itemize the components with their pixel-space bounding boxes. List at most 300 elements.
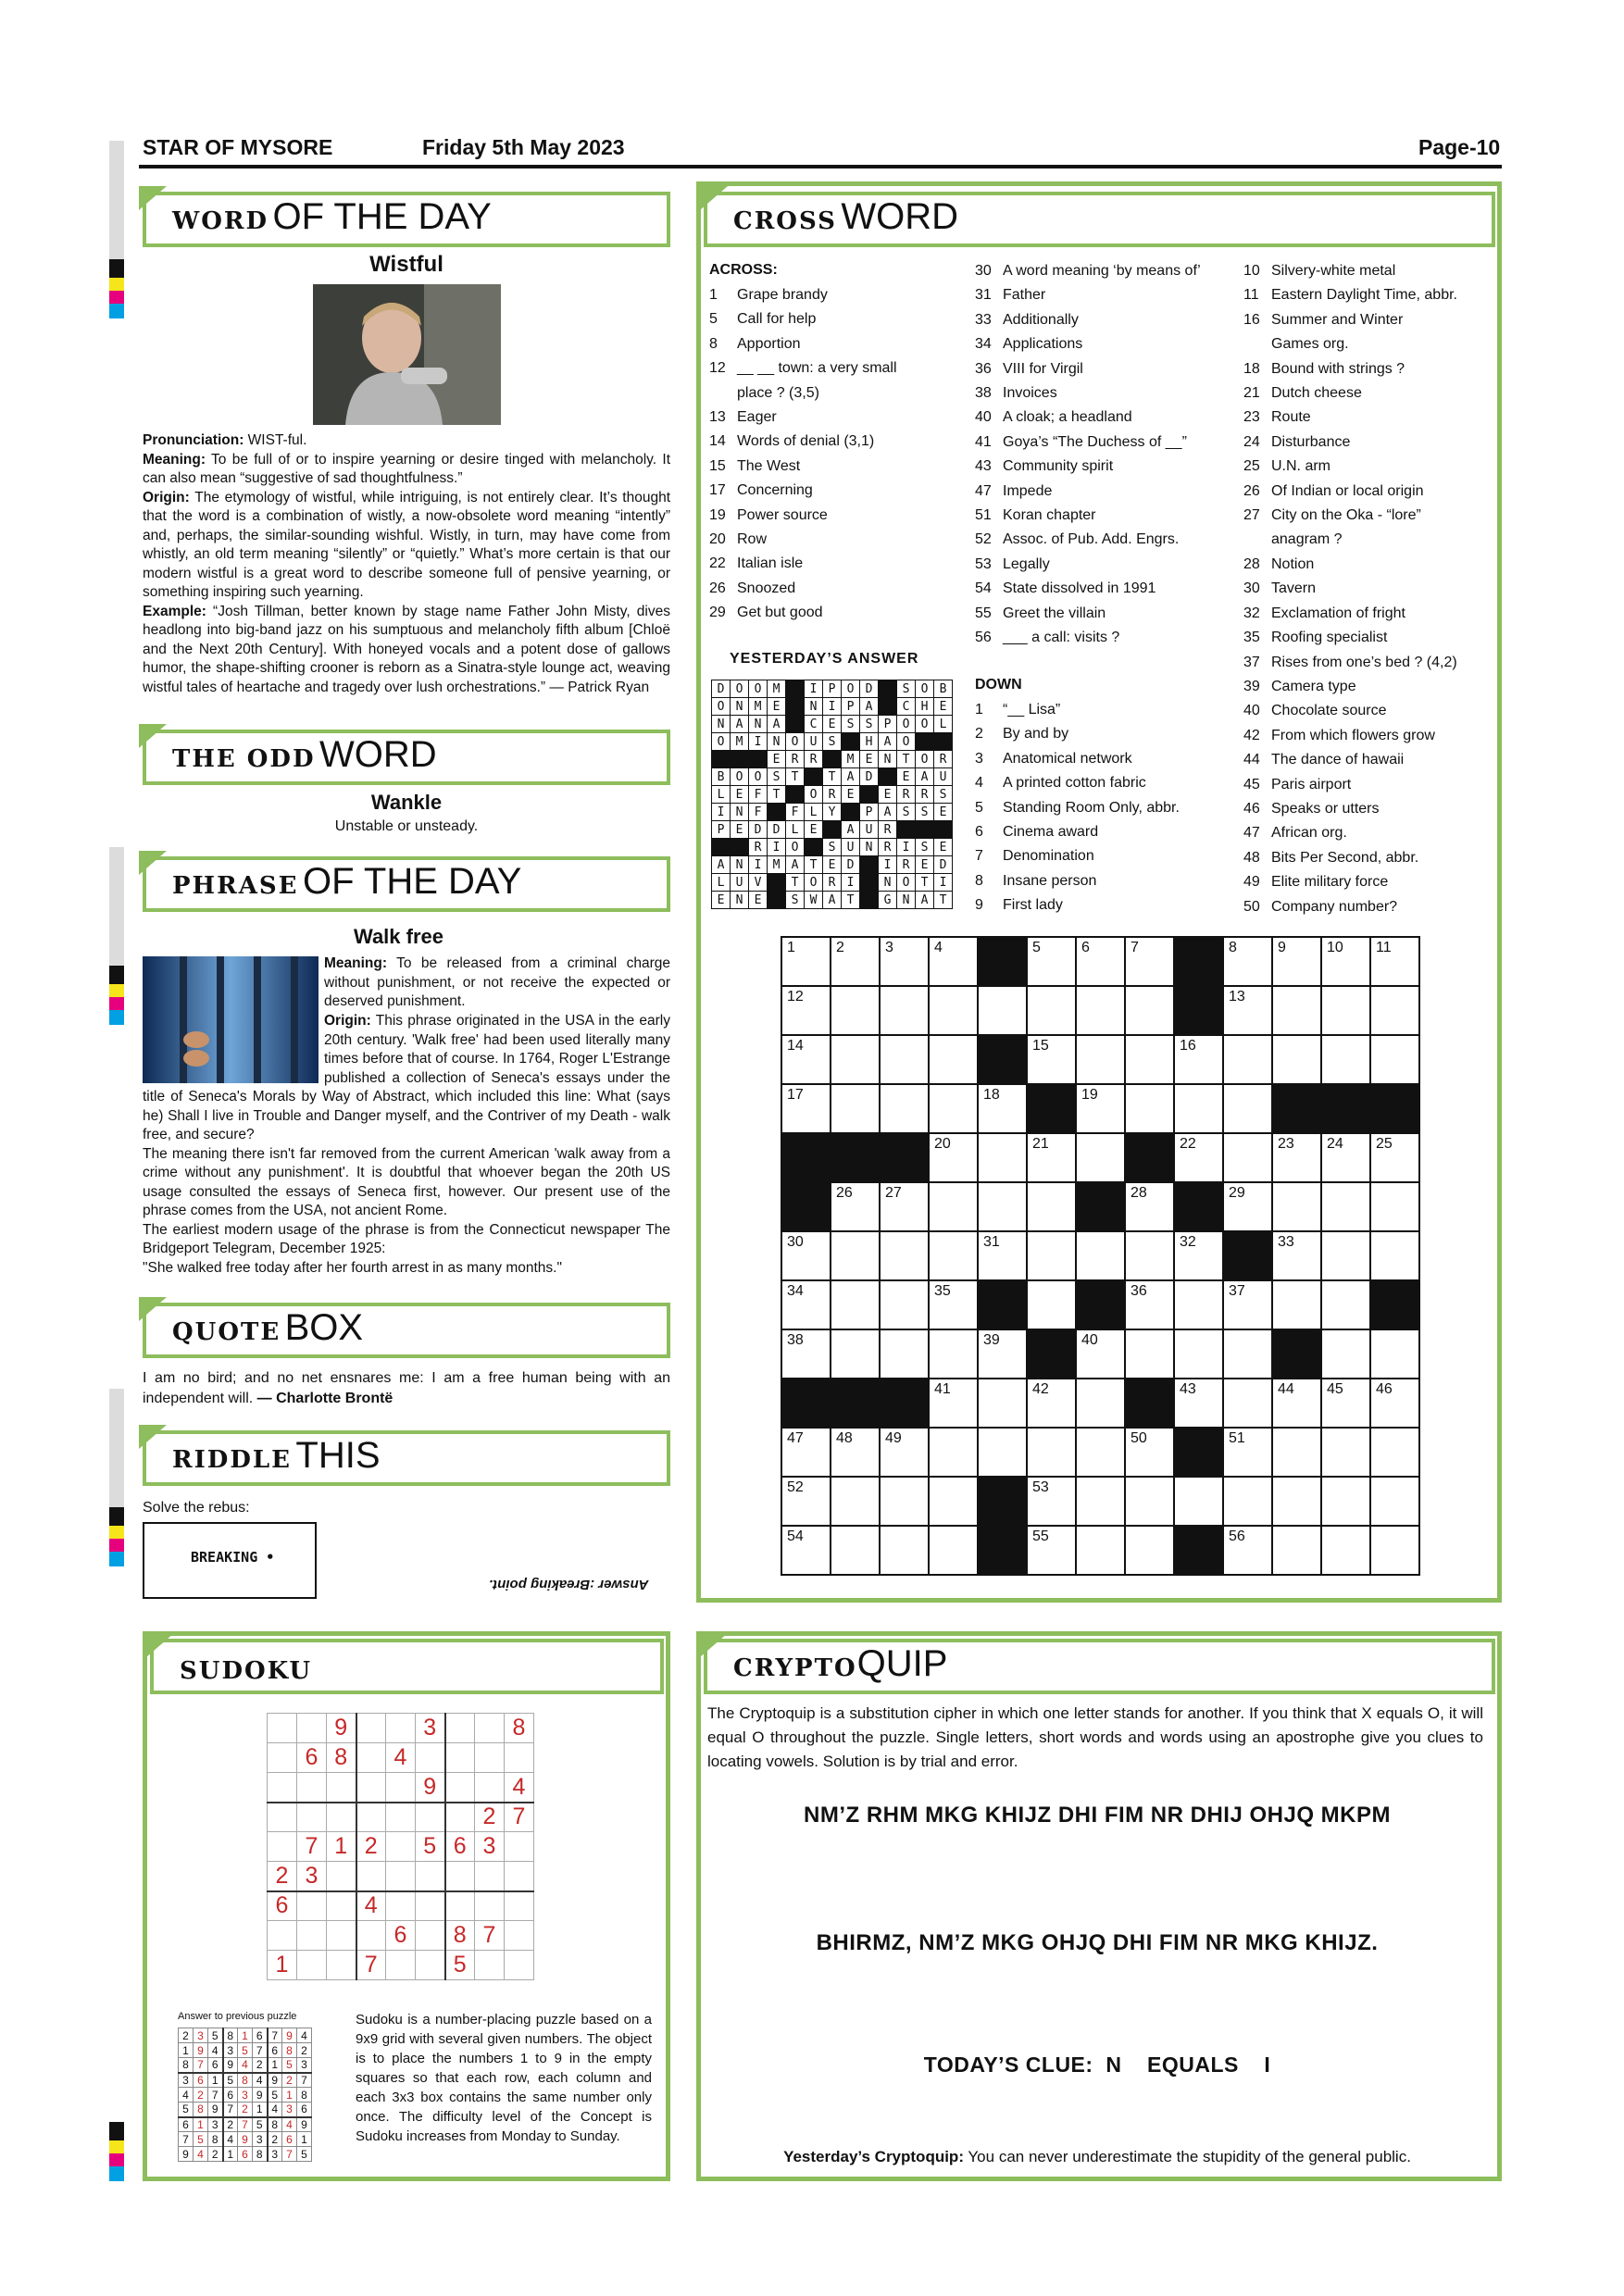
crossword-cell[interactable] xyxy=(831,1084,880,1133)
sudoku-cell[interactable] xyxy=(505,1743,534,1773)
sudoku-cell[interactable] xyxy=(416,1803,445,1832)
black-square xyxy=(860,874,879,892)
crossword-cell[interactable]: 10 xyxy=(1321,937,1370,986)
answer-letter: A xyxy=(842,821,860,839)
crossword-cell[interactable]: 48 xyxy=(831,1428,880,1477)
sudoku-cell[interactable] xyxy=(475,1891,505,1921)
crossword-cell[interactable]: 13 xyxy=(1223,986,1272,1035)
answer-letter: A xyxy=(879,804,897,821)
crossword-cell[interactable] xyxy=(1370,1526,1419,1575)
crossword-cell[interactable]: 49 xyxy=(880,1428,929,1477)
answer-letter: A xyxy=(842,768,860,786)
crossword-cell[interactable] xyxy=(1272,1182,1321,1231)
black-square xyxy=(786,698,805,716)
crossword-cell[interactable] xyxy=(929,1182,978,1231)
crossword-cell[interactable] xyxy=(1321,986,1370,1035)
clue-item xyxy=(1243,626,1457,650)
crossword-cell[interactable] xyxy=(1370,1231,1419,1280)
crossword-cell[interactable]: 43 xyxy=(1174,1379,1223,1428)
crossword-cell[interactable] xyxy=(831,1280,880,1329)
sudoku-cell: 2 xyxy=(253,2058,268,2073)
clue-number: 31 xyxy=(975,287,992,304)
crossword-cell[interactable] xyxy=(929,1428,978,1477)
sudoku-cell[interactable] xyxy=(445,1862,475,1891)
sudoku-cell[interactable] xyxy=(297,1951,327,1980)
crossword-cell[interactable] xyxy=(1125,1035,1174,1084)
crossword-cell[interactable]: 54 xyxy=(781,1526,831,1575)
crossword-cell[interactable]: 25 xyxy=(1370,1133,1419,1182)
sudoku-cell: 3 xyxy=(238,2088,253,2103)
crossword-cell[interactable] xyxy=(1076,1133,1125,1182)
sudoku-cell[interactable] xyxy=(327,1773,356,1803)
crossword-cell[interactable] xyxy=(831,986,880,1035)
crossword-cell[interactable] xyxy=(1223,1133,1272,1182)
sudoku-cell: 5 xyxy=(297,2147,312,2162)
sudoku-cell[interactable] xyxy=(327,1803,356,1832)
sudoku-cell: 5 xyxy=(445,1951,475,1980)
crossword-cell[interactable] xyxy=(929,1526,978,1575)
crossword-cell[interactable] xyxy=(1125,986,1174,1035)
sudoku-cell[interactable] xyxy=(268,1714,297,1743)
sudoku-cell[interactable] xyxy=(416,1891,445,1921)
crossword-cell[interactable] xyxy=(1223,1329,1272,1379)
crossword-cell[interactable]: 17 xyxy=(781,1084,831,1133)
answer-letter: O xyxy=(897,874,916,892)
crossword-cell[interactable] xyxy=(1223,1477,1272,1526)
crossword-cell[interactable]: 55 xyxy=(1027,1526,1076,1575)
crossword-cell[interactable] xyxy=(1027,1182,1076,1231)
crossword-cell[interactable] xyxy=(978,1428,1027,1477)
crossword-cell[interactable] xyxy=(831,1526,880,1575)
crossword-cell[interactable]: 4 xyxy=(929,937,978,986)
sudoku-cell[interactable] xyxy=(505,1832,534,1862)
clue-text: Father xyxy=(1003,287,1046,304)
answer-letter: L xyxy=(712,786,731,804)
crossword-cell[interactable] xyxy=(1125,1477,1174,1526)
crossword-cell[interactable] xyxy=(880,1526,929,1575)
sudoku-cell[interactable] xyxy=(356,1921,386,1951)
crossword-cell[interactable] xyxy=(1027,1280,1076,1329)
sudoku-cell[interactable] xyxy=(445,1773,475,1803)
crossword-cell[interactable] xyxy=(880,986,929,1035)
crossword-cell[interactable] xyxy=(880,1231,929,1280)
sudoku-cell[interactable] xyxy=(445,1743,475,1773)
crossword-cell[interactable]: 36 xyxy=(1125,1280,1174,1329)
clue-number: 37 xyxy=(1243,654,1260,670)
clue-number: 55 xyxy=(975,605,992,621)
crossword-cell[interactable]: 45 xyxy=(1321,1379,1370,1428)
crossword-cell[interactable] xyxy=(1223,1084,1272,1133)
phrase-meaning-label: Meaning: xyxy=(324,955,388,971)
sudoku-cell[interactable] xyxy=(327,1951,356,1980)
crossword-cell[interactable]: 19 xyxy=(1076,1084,1125,1133)
sudoku-cell[interactable] xyxy=(268,1743,297,1773)
crossword-cell[interactable]: 14 xyxy=(781,1035,831,1084)
sudoku-cell: 4 xyxy=(505,1773,534,1803)
clue-number: 45 xyxy=(1243,776,1260,792)
title-big: OF THE DAY xyxy=(272,196,492,237)
crossword-cell[interactable] xyxy=(1272,986,1321,1035)
sudoku-cell[interactable] xyxy=(445,1891,475,1921)
black-square xyxy=(1027,1084,1076,1133)
sudoku-cell[interactable] xyxy=(475,1743,505,1773)
crossword-cell[interactable]: 15 xyxy=(1027,1035,1076,1084)
answer-letter: L xyxy=(934,716,953,733)
crossword-cell[interactable] xyxy=(1174,1329,1223,1379)
crossword-cell[interactable]: 50 xyxy=(1125,1428,1174,1477)
phrase-paragraph: The earliest modern usage of the phrase is from the Connecticut newspaper The Bridgeport Telegram, December 1925: xyxy=(143,1221,670,1256)
sudoku-cell[interactable] xyxy=(386,1803,416,1832)
black-square xyxy=(1174,1526,1223,1575)
sudoku-cell[interactable] xyxy=(445,1803,475,1832)
sudoku-cell[interactable] xyxy=(356,1803,386,1832)
sudoku-cell: 5 xyxy=(208,2028,223,2043)
crossword-cell[interactable]: 41 xyxy=(929,1379,978,1428)
sudoku-cell: 4 xyxy=(253,2073,268,2088)
crossword-cell[interactable]: 56 xyxy=(1223,1526,1272,1575)
crossword-cell[interactable] xyxy=(1370,986,1419,1035)
black-square xyxy=(897,821,916,839)
crossword-cell[interactable] xyxy=(1223,1035,1272,1084)
yesterday-crossword-grid xyxy=(711,680,953,909)
sudoku-cell[interactable] xyxy=(505,1862,534,1891)
riddle-title-box xyxy=(143,1430,670,1486)
crossword-cell[interactable] xyxy=(1076,1477,1125,1526)
crossword-cell[interactable] xyxy=(1076,1526,1125,1575)
crossword-cell[interactable] xyxy=(1321,1280,1370,1329)
crossword-cell[interactable] xyxy=(880,1035,929,1084)
answer-letter: O xyxy=(916,751,934,768)
crossword-cell[interactable] xyxy=(1321,1428,1370,1477)
crossword-cell[interactable] xyxy=(929,1329,978,1379)
crossword-cell[interactable]: 35 xyxy=(929,1280,978,1329)
clue-text: Snoozed xyxy=(737,580,796,596)
sudoku-cell[interactable] xyxy=(386,1714,416,1743)
crossword-cell[interactable] xyxy=(1125,1231,1174,1280)
crossword-cell[interactable] xyxy=(1370,1182,1419,1231)
black-square xyxy=(978,1035,1027,1084)
crossword-cell[interactable] xyxy=(978,1133,1027,1182)
answer-letter: N xyxy=(897,892,916,909)
clue-number: 11 xyxy=(1243,287,1259,304)
answer-letter: G xyxy=(879,892,897,909)
crossword-cell[interactable] xyxy=(880,1280,929,1329)
sudoku-cell[interactable] xyxy=(475,1773,505,1803)
sudoku-cell[interactable] xyxy=(416,1921,445,1951)
black-square xyxy=(879,768,897,786)
title-big: WORD xyxy=(319,734,437,775)
crossword-cell[interactable] xyxy=(1321,1182,1370,1231)
sudoku-cell[interactable] xyxy=(356,1743,386,1773)
sudoku-cell[interactable] xyxy=(505,1891,534,1921)
sudoku-cell[interactable] xyxy=(505,1951,534,1980)
clue-number: 3 xyxy=(975,750,983,767)
pron-label: Pronunciation: xyxy=(143,432,244,448)
crossword-cell[interactable] xyxy=(1370,1477,1419,1526)
black-square xyxy=(786,786,805,804)
answer-letter: E xyxy=(823,856,842,874)
sudoku-cell: 7 xyxy=(268,2028,282,2043)
answer-letter: T xyxy=(786,874,805,892)
crossword-cell[interactable] xyxy=(1076,986,1125,1035)
sudoku-cell: 4 xyxy=(194,2147,208,2162)
sudoku-cell[interactable] xyxy=(416,1862,445,1891)
crossword-cell[interactable]: 46 xyxy=(1370,1379,1419,1428)
sudoku-cell[interactable] xyxy=(268,1921,297,1951)
black-square xyxy=(1076,1182,1125,1231)
crossword-cell[interactable] xyxy=(1272,1280,1321,1329)
crossword-cell[interactable] xyxy=(831,1035,880,1084)
crossword-cell[interactable]: 53 xyxy=(1027,1477,1076,1526)
crossword-cell[interactable] xyxy=(831,1231,880,1280)
color-mark xyxy=(109,2122,124,2140)
answer-letter: I xyxy=(879,856,897,874)
crossword-cell[interactable]: 39 xyxy=(978,1329,1027,1379)
sudoku-cell: 9 xyxy=(223,2058,238,2073)
answer-letter: L xyxy=(712,874,731,892)
crossword-cell[interactable] xyxy=(1272,1428,1321,1477)
crossword-cell[interactable]: 9 xyxy=(1272,937,1321,986)
answer-letter: E xyxy=(879,786,897,804)
crossword-cell[interactable] xyxy=(1174,1477,1223,1526)
crossword-cell[interactable] xyxy=(1223,1379,1272,1428)
crossword-cell[interactable] xyxy=(880,1329,929,1379)
sudoku-cell[interactable] xyxy=(386,1862,416,1891)
black-square xyxy=(805,768,823,786)
clue-item xyxy=(975,820,1180,844)
crossword-cell[interactable] xyxy=(929,1084,978,1133)
crossword-cell[interactable] xyxy=(1272,1526,1321,1575)
crossword-cell[interactable]: 24 xyxy=(1321,1133,1370,1182)
answer-letter: E xyxy=(897,768,916,786)
sudoku-cell: 2 xyxy=(475,1803,505,1832)
crossword-cell[interactable] xyxy=(929,1231,978,1280)
crossword-cell[interactable] xyxy=(978,986,1027,1035)
clue-text: Applications xyxy=(1003,336,1083,353)
answer-letter: H xyxy=(860,733,879,751)
clue-number: 13 xyxy=(709,409,726,426)
crossword-cell[interactable] xyxy=(1076,1035,1125,1084)
crossword-cell[interactable] xyxy=(1370,1035,1419,1084)
answer-letter: W xyxy=(805,892,823,909)
answer-letter: T xyxy=(805,856,823,874)
crossword-cell[interactable] xyxy=(1321,1477,1370,1526)
crossword-cell[interactable]: 16 xyxy=(1174,1035,1223,1084)
answer-letter: U xyxy=(805,733,823,751)
crossword-cell[interactable]: 42 xyxy=(1027,1379,1076,1428)
crossword-cell[interactable]: 1 xyxy=(781,937,831,986)
sudoku-cell[interactable] xyxy=(268,1803,297,1832)
sudoku-cell[interactable] xyxy=(268,1832,297,1862)
sudoku-cell[interactable] xyxy=(505,1921,534,1951)
sudoku-cell[interactable] xyxy=(386,1951,416,1980)
crossword-cell[interactable] xyxy=(880,1477,929,1526)
crossword-cell[interactable]: 38 xyxy=(781,1329,831,1379)
crossword-cell[interactable]: 6 xyxy=(1076,937,1125,986)
sudoku-cell: 1 xyxy=(253,2103,268,2117)
clue-item xyxy=(975,796,1180,820)
sudoku-cell: 5 xyxy=(223,2073,238,2088)
crossword-cell[interactable]: 32 xyxy=(1174,1231,1223,1280)
sudoku-cell[interactable] xyxy=(386,1832,416,1862)
crossword-cell[interactable] xyxy=(1027,1428,1076,1477)
sudoku-cell[interactable] xyxy=(297,1803,327,1832)
clue-text: Notion xyxy=(1271,555,1315,572)
black-square xyxy=(831,1379,880,1428)
sudoku-cell[interactable] xyxy=(475,1714,505,1743)
answer-letter: U xyxy=(934,768,953,786)
phrase-meaning-text: To be released from a criminal charge without punishment, or not receive the expected or deserved punishment. xyxy=(324,955,670,1009)
crossword-cell[interactable]: 22 xyxy=(1174,1133,1223,1182)
black-square xyxy=(879,698,897,716)
crossword-cell[interactable] xyxy=(880,1084,929,1133)
crossword-cell[interactable]: 33 xyxy=(1272,1231,1321,1280)
crossword-cell[interactable] xyxy=(1321,1329,1370,1379)
answer-letter: I xyxy=(897,839,916,856)
sudoku-cell[interactable] xyxy=(327,1921,356,1951)
sudoku-cell[interactable] xyxy=(297,1921,327,1951)
sudoku-cell[interactable] xyxy=(297,1773,327,1803)
crossword-cell[interactable]: 52 xyxy=(781,1477,831,1526)
crossword-cell[interactable] xyxy=(1321,1035,1370,1084)
sudoku-cell[interactable] xyxy=(475,1951,505,1980)
crossword-cell[interactable] xyxy=(1272,1035,1321,1084)
sudoku-cell: 9 xyxy=(268,2073,282,2088)
crossword-cell[interactable] xyxy=(1076,1231,1125,1280)
crossword-cell[interactable]: 30 xyxy=(781,1231,831,1280)
answer-letter: S xyxy=(897,680,916,698)
sudoku-cell: 9 xyxy=(253,2088,268,2103)
sudoku-cell[interactable] xyxy=(356,1862,386,1891)
title-big: OF THE DAY xyxy=(302,861,522,902)
sudoku-cell[interactable] xyxy=(416,1951,445,1980)
crossword-cell[interactable]: 21 xyxy=(1027,1133,1076,1182)
clue-text: Impede xyxy=(1003,482,1053,499)
crossword-cell[interactable] xyxy=(929,1035,978,1084)
crossword-cell[interactable] xyxy=(1174,1084,1223,1133)
color-mark xyxy=(109,966,124,984)
sudoku-cell: 3 xyxy=(223,2043,238,2058)
sudoku-cell[interactable] xyxy=(356,1773,386,1803)
answer-letter: S xyxy=(768,768,786,786)
sudoku-cell[interactable] xyxy=(386,1891,416,1921)
clue-number: 21 xyxy=(1243,385,1260,402)
sudoku-cell: 7 xyxy=(356,1951,386,1980)
crossword-cell[interactable] xyxy=(1027,986,1076,1035)
crossword-cell[interactable]: 31 xyxy=(978,1231,1027,1280)
crossword-cell[interactable]: 26 xyxy=(831,1182,880,1231)
crossword-cell[interactable] xyxy=(1272,1477,1321,1526)
answer-letter: T xyxy=(768,786,786,804)
answer-letter: O xyxy=(805,874,823,892)
phrase-origin-label: Origin: xyxy=(324,1013,371,1029)
crossword-cell[interactable]: 29 xyxy=(1223,1182,1272,1231)
sudoku-cell[interactable] xyxy=(445,1714,475,1743)
black-square xyxy=(768,804,786,821)
answer-letter: M xyxy=(768,680,786,698)
crossword-cell[interactable]: 27 xyxy=(880,1182,929,1231)
crossword-cell[interactable] xyxy=(1125,1329,1174,1379)
crossword-cell[interactable]: 8 xyxy=(1223,937,1272,986)
clue-item xyxy=(975,283,1201,307)
sudoku-cell[interactable] xyxy=(356,1714,386,1743)
clue-number: 25 xyxy=(1243,458,1260,475)
clue-item xyxy=(975,602,1201,626)
crossword-cell[interactable] xyxy=(1125,1526,1174,1575)
crossword-cell[interactable] xyxy=(978,1379,1027,1428)
answer-letter: C xyxy=(897,698,916,716)
crossword-cell[interactable] xyxy=(978,1182,1027,1231)
sudoku-cell[interactable] xyxy=(416,1743,445,1773)
crossword-cell[interactable]: 40 xyxy=(1076,1329,1125,1379)
crossword-cell[interactable] xyxy=(1076,1379,1125,1428)
sudoku-cell[interactable] xyxy=(327,1862,356,1891)
crossword-cell[interactable]: 34 xyxy=(781,1280,831,1329)
crossword-cell[interactable] xyxy=(1174,1280,1223,1329)
crossword-cell[interactable] xyxy=(831,1329,880,1379)
clue-item xyxy=(709,552,897,576)
sudoku-cell: 1 xyxy=(179,2043,194,2058)
sudoku-cell: 8 xyxy=(268,2117,282,2132)
crossword-cell[interactable]: 28 xyxy=(1125,1182,1174,1231)
clue-number: 23 xyxy=(1243,409,1260,426)
crossword-cell[interactable] xyxy=(1027,1231,1076,1280)
answer-letter: T xyxy=(786,768,805,786)
crossword-cell[interactable] xyxy=(831,1477,880,1526)
sudoku-cell[interactable] xyxy=(386,1773,416,1803)
sudoku-cell[interactable] xyxy=(268,1773,297,1803)
clue-number: 15 xyxy=(709,457,726,474)
sudoku-cell[interactable] xyxy=(297,1714,327,1743)
clue-item xyxy=(1243,308,1457,332)
crossword-cell[interactable]: 7 xyxy=(1125,937,1174,986)
crossword-cell[interactable] xyxy=(1321,1231,1370,1280)
black-square xyxy=(731,839,749,856)
answer-letter: S xyxy=(916,839,934,856)
crossword-cell[interactable] xyxy=(929,986,978,1035)
sudoku-cell[interactable] xyxy=(297,1891,327,1921)
crossword-cell[interactable]: 12 xyxy=(781,986,831,1035)
crossword-cell[interactable]: 3 xyxy=(880,937,929,986)
sudoku-cell: 2 xyxy=(268,2132,282,2147)
black-square xyxy=(781,1182,831,1231)
crossword-cell[interactable]: 47 xyxy=(781,1428,831,1477)
crossword-cell[interactable]: 18 xyxy=(978,1084,1027,1133)
crossword-cell[interactable] xyxy=(1370,1428,1419,1477)
sudoku-cell[interactable] xyxy=(475,1862,505,1891)
crossword-cell[interactable]: 23 xyxy=(1272,1133,1321,1182)
cryptoquip-line-2: BHIRMZ, NM’Z MKG OHJQ DHI FIM NR MKG KHIJZ. xyxy=(816,1930,1379,1955)
crossword-cell[interactable] xyxy=(1321,1526,1370,1575)
clue-text: The dance of hawaii xyxy=(1271,752,1405,768)
crossword-cell[interactable]: 11 xyxy=(1370,937,1419,986)
sudoku-cell[interactable] xyxy=(327,1891,356,1921)
crossword-cell[interactable]: 44 xyxy=(1272,1379,1321,1428)
crossword-cell[interactable]: 20 xyxy=(929,1133,978,1182)
crossword-cell[interactable] xyxy=(1076,1428,1125,1477)
answer-letter: P xyxy=(860,804,879,821)
crossword-cell[interactable]: 2 xyxy=(831,937,880,986)
crossword-cell[interactable] xyxy=(929,1477,978,1526)
crossword-cell[interactable] xyxy=(1370,1329,1419,1379)
title-small: CROSS xyxy=(733,207,837,235)
crossword-cell[interactable]: 51 xyxy=(1223,1428,1272,1477)
across-label: ACROSS: xyxy=(709,262,778,278)
sudoku-title: SUDOKU xyxy=(180,1657,312,1685)
crossword-cell[interactable] xyxy=(1125,1084,1174,1133)
crossword-cell[interactable]: 5 xyxy=(1027,937,1076,986)
crossword-cell[interactable]: 37 xyxy=(1223,1280,1272,1329)
